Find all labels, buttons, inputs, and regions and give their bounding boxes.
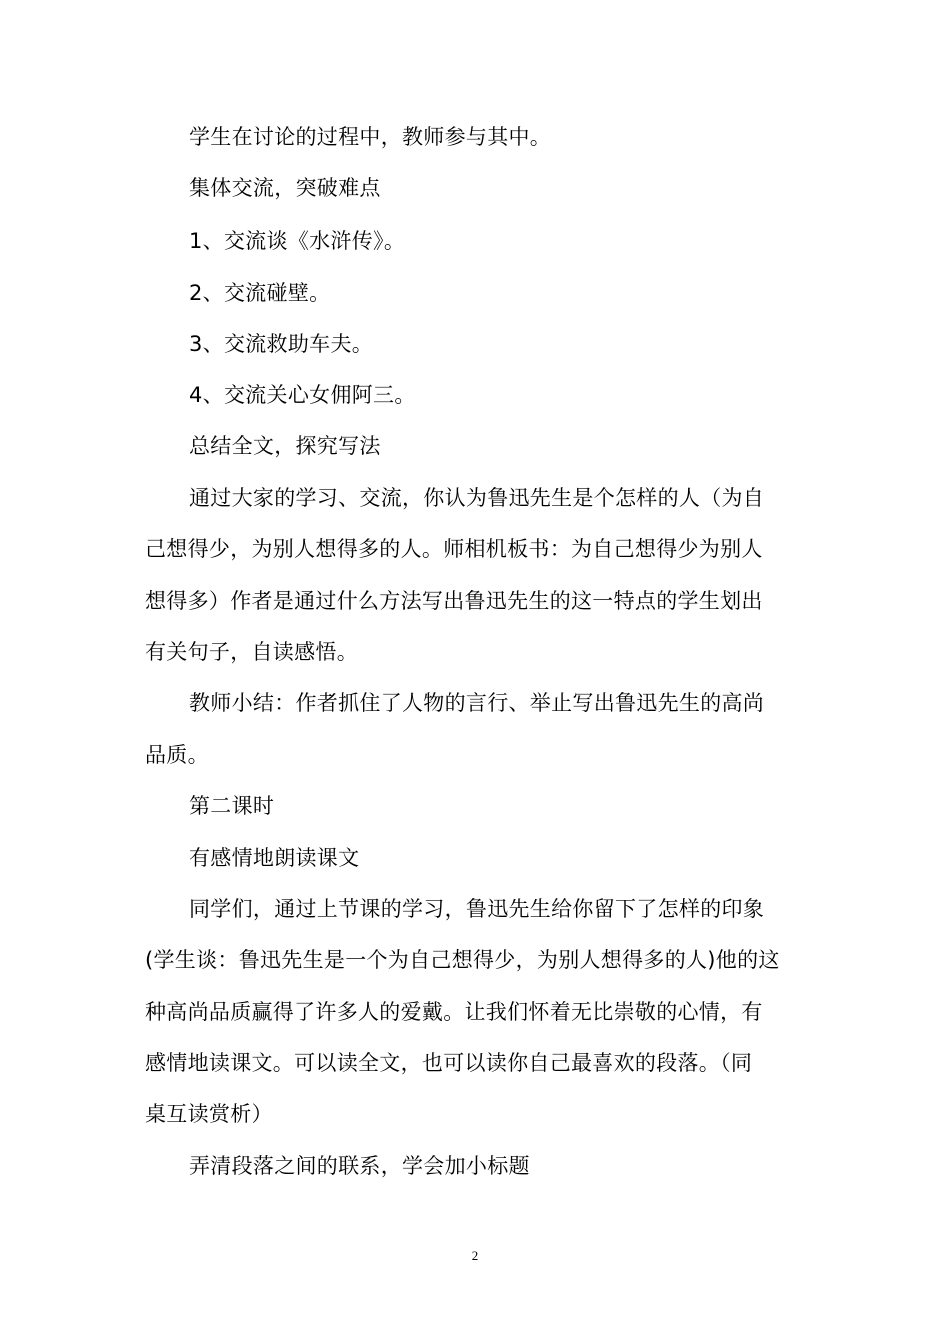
list-item: 1、交流谈《水浒传》。 (189, 229, 406, 253)
paragraph-line: 想得多）作者是通过什么方法写出鲁迅先生的这一特点的学生划出 (145, 589, 763, 613)
section-heading: 第二课时 (189, 794, 275, 818)
paragraph-line: (学生谈：鲁迅先生是一个为自己想得少，为别人想得多的人)他的这 (145, 948, 780, 972)
paragraph-line: 品质。 (145, 743, 209, 767)
paragraph-line: 己想得少，为别人想得多的人。师相机板书：为自己想得少为别人 (145, 537, 763, 561)
text-line: 学生在讨论的过程中，教师参与其中。 (189, 125, 552, 149)
paragraph-line: 教师小结：作者抓住了人物的言行、举止写出鲁迅先生的高尚 (189, 691, 765, 715)
paragraph-line: 感情地读课文。可以读全文，也可以读你自己最喜欢的段落。（同 (145, 1051, 753, 1075)
paragraph-line: 通过大家的学习、交流，你认为鲁迅先生是个怎样的人（为自 (189, 486, 765, 510)
section-heading: 集体交流，突破难点 (189, 176, 381, 200)
paragraph-line: 桌互读赏析） (145, 1102, 273, 1126)
page-number: 2 (471, 1248, 479, 1263)
paragraph-line: 种高尚品质赢得了许多人的爱戴。让我们怀着无比崇敬的心情，有 (145, 1000, 763, 1024)
list-item: 2、交流碰壁。 (189, 281, 331, 305)
list-item: 3、交流救助车夫。 (189, 332, 374, 356)
paragraph-line: 有关句子，自读感悟。 (145, 640, 358, 664)
section-heading: 弄清段落之间的联系，学会加小标题 (189, 1154, 530, 1178)
section-heading: 有感情地朗读课文 (189, 846, 360, 870)
paragraph-line: 同学们，通过上节课的学习，鲁迅先生给你留下了怎样的印象 (189, 897, 765, 921)
section-heading: 总结全文，探究写法 (189, 434, 381, 458)
list-item: 4、交流关心女佣阿三。 (189, 383, 416, 407)
